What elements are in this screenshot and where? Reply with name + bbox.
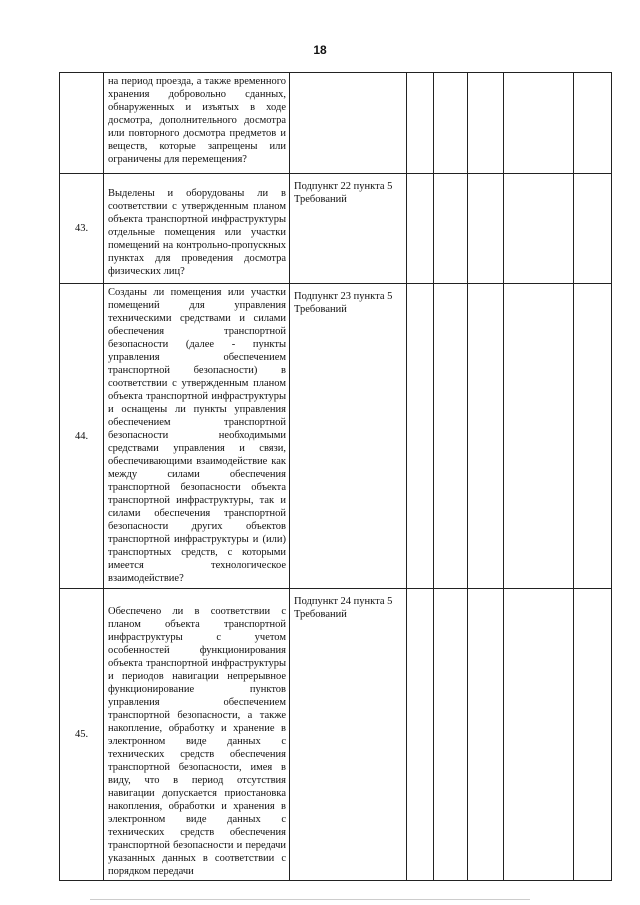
legal-reference bbox=[290, 73, 407, 174]
answer-cell bbox=[434, 589, 468, 881]
checklist-table bbox=[59, 72, 612, 881]
table-row bbox=[60, 73, 612, 174]
table-row bbox=[60, 284, 612, 589]
answer-cell bbox=[574, 73, 612, 174]
answer-cell bbox=[468, 73, 504, 174]
answer-cell bbox=[434, 174, 468, 284]
answer-cell bbox=[468, 174, 504, 284]
answer-cell bbox=[574, 174, 612, 284]
legal-reference: Подпункт 24 пункта 5 Требований bbox=[290, 589, 407, 881]
legal-reference: Подпункт 22 пункта 5 Требований bbox=[290, 174, 407, 284]
page-number: 18 bbox=[313, 43, 327, 57]
answer-cell bbox=[504, 174, 574, 284]
table-row bbox=[60, 174, 612, 284]
row-number: 43. bbox=[60, 174, 104, 284]
requirement-text: Созданы ли помещения или участки помещений для управления техническими средствами и силами обеспечения транспортной безопасности (далее - пункты управления обеспечением транспортной безопасности) в соответствии с утвержденным планом объекта транспортной инфраструктуры и оснащены ли пункты управления обеспечением транспортной безопасности необходимыми средствами управления и связи, обеспечивающими взаимодействие как между силами обеспечения транспортной безопасности объекта транспортной инфраструктуры, так и силами обеспечения транспортной безопасности других объектов транспортной инфраструктуры и (или) транспортных средств, с которыми имеется технологическое взаимодействие? bbox=[104, 284, 290, 589]
table-row bbox=[60, 589, 612, 881]
requirement-text: на период проезда, а также временного хранения добровольно сданных, обнаруженных и изъятых в ходе досмотра, дополнительного досмотра или повторного досмотра предметов и веществ, которые запрещены или ограничены для перемещения? bbox=[104, 73, 290, 174]
answer-cell bbox=[407, 589, 434, 881]
answer-cell bbox=[407, 284, 434, 589]
answer-cell bbox=[504, 589, 574, 881]
requirement-cell bbox=[104, 589, 290, 881]
answer-cell bbox=[574, 284, 612, 589]
answer-cell bbox=[468, 284, 504, 589]
answer-cell bbox=[407, 174, 434, 284]
answer-cell bbox=[574, 589, 612, 881]
row-number bbox=[60, 73, 104, 174]
answer-cell bbox=[434, 73, 468, 174]
row-number: 45. bbox=[60, 589, 104, 881]
answer-cell bbox=[504, 73, 574, 174]
answer-cell bbox=[407, 73, 434, 174]
requirement-text: Обеспечено ли в соответствии с планом объекта транспортной инфраструктуры с учетом особенностей функционирования объекта транспортной инфраструктуры и периодов навигации непрерывное функционирование пунктов управления обеспечением транспортной безопасности, а также накопление, обработку и хранение в электронном виде данных с технических средств обеспечения транспортной безопасности, имея в виду, что в период отсутствия навигации допускается приостановка накопления, обработки и хранения в электронном виде данных с технических средств обеспечения транспортной безопасности и передачи указанных данных в соответствии с порядком передачи bbox=[108, 606, 286, 877]
answer-cell bbox=[504, 284, 574, 589]
row-number: 44. bbox=[60, 284, 104, 589]
requirement-text: Выделены и оборудованы ли в соответствии с утвержденным планом объекта транспортной инфраструктуры отдельные помещения или участки помещений на контрольно-пропускных пунктах для проведения досмотра физических лиц? bbox=[104, 174, 290, 284]
answer-cell bbox=[468, 589, 504, 881]
answer-cell bbox=[434, 284, 468, 589]
legal-reference: Подпункт 23 пункта 5 Требований bbox=[290, 284, 407, 589]
scan-edge bbox=[90, 899, 530, 900]
